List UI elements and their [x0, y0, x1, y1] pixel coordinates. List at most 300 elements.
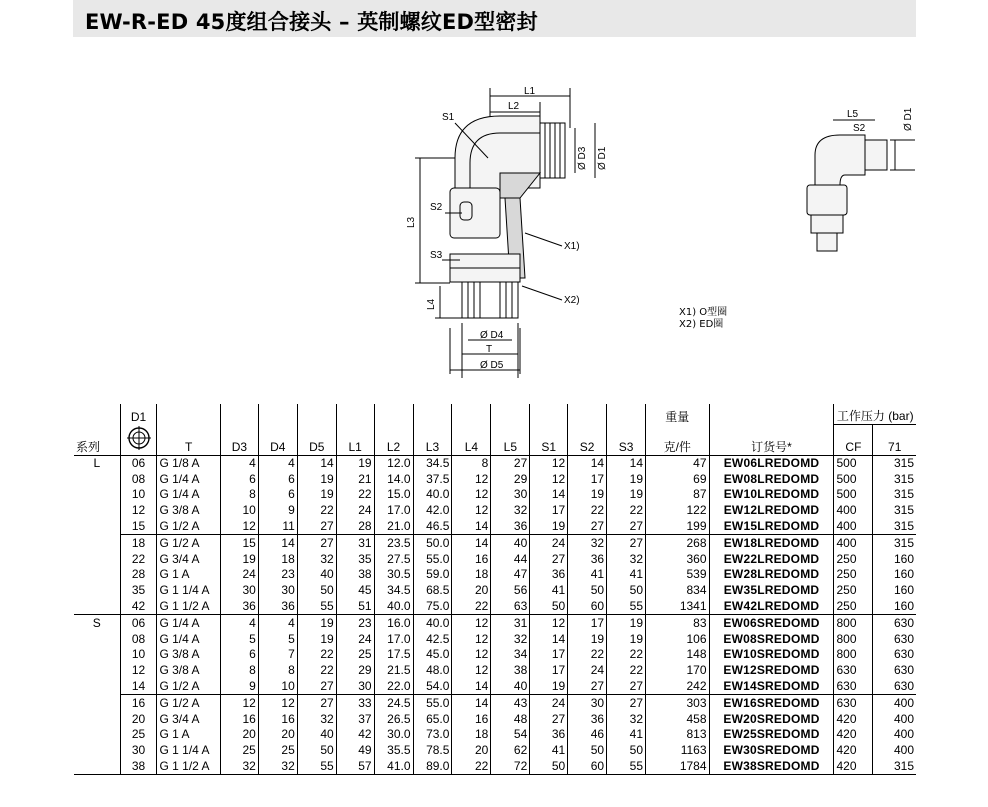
cell-order-number: EW20SREDOMD — [709, 711, 834, 727]
cell-d1: 38 — [120, 759, 157, 775]
dim-d1: Ø D1 — [597, 146, 608, 170]
cell-weight: 834 — [646, 583, 710, 599]
cell-l1: 25 — [336, 647, 374, 663]
cell-l4: 12 — [452, 615, 491, 631]
label-x1: X1) — [564, 241, 580, 252]
cell-d1: 30 — [120, 743, 157, 759]
cell-d3: 10 — [220, 503, 258, 519]
cell-d1: 22 — [120, 551, 157, 567]
cell-cf: 400 — [834, 519, 873, 535]
cell-s1: 24 — [530, 535, 568, 551]
cell-l1: 42 — [336, 727, 374, 743]
cell-t: G 1/2 A — [157, 679, 221, 695]
cell-s2: 60 — [568, 599, 607, 615]
cell-cf: 800 — [834, 631, 873, 647]
table-row — [74, 743, 916, 759]
cell-weight: 106 — [646, 631, 710, 647]
cell-l2: 41.0 — [374, 759, 413, 775]
cell-s2: 60 — [568, 759, 607, 775]
cell-d5: 27 — [297, 695, 336, 711]
cell-l3: 40.0 — [413, 615, 452, 631]
cell-l5: 34 — [491, 647, 530, 663]
cell-l4: 16 — [452, 551, 491, 567]
cell-l1: 38 — [336, 567, 374, 583]
cell-cf: 250 — [834, 583, 873, 599]
cell-l2: 21.5 — [374, 663, 413, 679]
cell-d5: 27 — [297, 519, 336, 535]
cell-l5: 54 — [491, 727, 530, 743]
cell-l5: 43 — [491, 695, 530, 711]
header-l1: L1 — [336, 425, 374, 456]
cell-t: G 1/4 A — [157, 631, 221, 647]
cell-d5: 19 — [297, 631, 336, 647]
cell-l3: 34.5 — [413, 455, 452, 471]
cell-p71: 315 — [873, 503, 916, 519]
cell-s2: 27 — [568, 679, 607, 695]
cell-d4: 9 — [258, 503, 297, 519]
cell-l4: 14 — [452, 519, 491, 535]
cell-d4: 16 — [258, 711, 297, 727]
cell-cf: 630 — [834, 663, 873, 679]
cell-s2: 32 — [568, 535, 607, 551]
cell-d5: 50 — [297, 743, 336, 759]
cell-p71: 315 — [873, 487, 916, 503]
cell-d1: 06 — [120, 455, 157, 471]
cell-s3: 55 — [607, 759, 646, 775]
dim-l5: L5 — [847, 109, 859, 120]
cell-order-number: EW14SREDOMD — [709, 679, 834, 695]
cell-cf: 250 — [834, 567, 873, 583]
cell-cf: 800 — [834, 615, 873, 631]
cell-t: G 1 A — [157, 727, 221, 743]
cell-d4: 12 — [258, 695, 297, 711]
cell-d3: 19 — [220, 551, 258, 567]
cell-d5: 50 — [297, 583, 336, 599]
cell-series — [74, 695, 120, 711]
cell-order-number: EW15LREDOMD — [709, 519, 834, 535]
cell-d1: 12 — [120, 663, 157, 679]
cell-t: G 1/2 A — [157, 519, 221, 535]
dim-s3: S3 — [430, 250, 443, 261]
cell-s2: 19 — [568, 631, 607, 647]
cell-order-number: EW22LREDOMD — [709, 551, 834, 567]
cell-d4: 5 — [258, 631, 297, 647]
cell-weight: 1341 — [646, 599, 710, 615]
cell-d1: 10 — [120, 487, 157, 503]
cell-order-number: EW25SREDOMD — [709, 727, 834, 743]
cell-weight: 170 — [646, 663, 710, 679]
cell-order-number: EW06LREDOMD — [709, 455, 834, 471]
table-row — [74, 519, 916, 535]
cell-l2: 15.0 — [374, 487, 413, 503]
cell-s3: 50 — [607, 583, 646, 599]
cell-p71: 400 — [873, 743, 916, 759]
header-weight-top: 重量 — [646, 404, 710, 425]
cell-s1: 12 — [530, 615, 568, 631]
cell-s2: 19 — [568, 487, 607, 503]
cell-s2: 27 — [568, 519, 607, 535]
cell-series — [74, 519, 120, 535]
cell-d4: 6 — [258, 471, 297, 487]
cell-cf: 400 — [834, 503, 873, 519]
cell-d3: 4 — [220, 615, 258, 631]
cell-cf: 420 — [834, 759, 873, 775]
cell-d1: 42 — [120, 599, 157, 615]
cell-d5: 55 — [297, 599, 336, 615]
cell-order-number: EW16SREDOMD — [709, 695, 834, 711]
cell-d4: 18 — [258, 551, 297, 567]
cell-p71: 160 — [873, 567, 916, 583]
cell-d5: 55 — [297, 759, 336, 775]
cell-l1: 33 — [336, 695, 374, 711]
cell-l3: 89.0 — [413, 759, 452, 775]
table-row — [74, 487, 916, 503]
cell-p71: 630 — [873, 679, 916, 695]
cell-s3: 27 — [607, 519, 646, 535]
cell-series — [74, 631, 120, 647]
cell-d4: 14 — [258, 535, 297, 551]
cell-l2: 26.5 — [374, 711, 413, 727]
cell-l4: 22 — [452, 599, 491, 615]
cell-d3: 25 — [220, 743, 258, 759]
cell-l5: 38 — [491, 663, 530, 679]
cell-l2: 21.0 — [374, 519, 413, 535]
cell-l5: 44 — [491, 551, 530, 567]
cell-weight: 242 — [646, 679, 710, 695]
cell-t: G 1/4 A — [157, 615, 221, 631]
cell-l4: 12 — [452, 631, 491, 647]
cell-p71: 630 — [873, 663, 916, 679]
table-row — [74, 567, 916, 583]
cell-p71: 315 — [873, 759, 916, 775]
cell-series — [74, 503, 120, 519]
cell-s1: 17 — [530, 663, 568, 679]
cell-d5: 19 — [297, 487, 336, 503]
cell-l4: 16 — [452, 711, 491, 727]
dim-d5: Ø D5 — [480, 360, 504, 371]
cell-weight: 122 — [646, 503, 710, 519]
pipe-od-icon — [120, 425, 157, 456]
cell-l5: 32 — [491, 503, 530, 519]
cell-l5: 31 — [491, 615, 530, 631]
table-row — [74, 583, 916, 599]
cell-s3: 14 — [607, 455, 646, 471]
cell-d3: 32 — [220, 759, 258, 775]
cell-d4: 30 — [258, 583, 297, 599]
cell-l2: 34.5 — [374, 583, 413, 599]
cell-d1: 15 — [120, 519, 157, 535]
cell-d5: 32 — [297, 551, 336, 567]
table-row — [74, 631, 916, 647]
cell-d3: 24 — [220, 567, 258, 583]
cell-s3: 22 — [607, 503, 646, 519]
cell-t: G 3/4 A — [157, 711, 221, 727]
header-l4: L4 — [452, 425, 491, 456]
header-s1: S1 — [530, 425, 568, 456]
cell-d5: 22 — [297, 663, 336, 679]
cell-t: G 3/8 A — [157, 647, 221, 663]
cell-series — [74, 663, 120, 679]
cell-l2: 17.0 — [374, 503, 413, 519]
cell-l3: 40.0 — [413, 487, 452, 503]
cell-s2: 46 — [568, 727, 607, 743]
cell-d1: 08 — [120, 631, 157, 647]
dim-l2: L2 — [508, 101, 520, 112]
dim-t: T — [486, 344, 493, 355]
cell-l4: 8 — [452, 455, 491, 471]
cell-l2: 30.0 — [374, 727, 413, 743]
dim-d4: Ø D4 — [480, 330, 504, 341]
dim-s2: S2 — [430, 202, 443, 213]
cell-d3: 20 — [220, 727, 258, 743]
dim-l3: L3 — [406, 216, 417, 228]
table-row — [74, 695, 916, 711]
cell-l4: 20 — [452, 583, 491, 599]
cell-t: G 3/8 A — [157, 663, 221, 679]
cell-weight: 83 — [646, 615, 710, 631]
cell-s2: 17 — [568, 615, 607, 631]
cell-l2: 17.5 — [374, 647, 413, 663]
cell-d4: 8 — [258, 663, 297, 679]
cell-s3: 19 — [607, 615, 646, 631]
cell-p71: 400 — [873, 695, 916, 711]
table-row — [74, 647, 916, 663]
cell-l3: 42.0 — [413, 503, 452, 519]
cell-l4: 12 — [452, 647, 491, 663]
cell-d4: 20 — [258, 727, 297, 743]
cell-p71: 400 — [873, 711, 916, 727]
cell-series — [74, 759, 120, 775]
cell-s2: 36 — [568, 551, 607, 567]
cell-cf: 630 — [834, 679, 873, 695]
cell-cf: 500 — [834, 487, 873, 503]
cell-l1: 37 — [336, 711, 374, 727]
cell-s1: 19 — [530, 679, 568, 695]
cell-d5: 22 — [297, 503, 336, 519]
header-d4: D4 — [258, 425, 297, 456]
cell-d5: 19 — [297, 615, 336, 631]
cell-s2: 30 — [568, 695, 607, 711]
cell-l4: 14 — [452, 679, 491, 695]
cell-d1: 25 — [120, 727, 157, 743]
cell-l5: 56 — [491, 583, 530, 599]
cell-l5: 40 — [491, 679, 530, 695]
cell-l3: 55.0 — [413, 551, 452, 567]
cell-l3: 37.5 — [413, 471, 452, 487]
cell-p71: 160 — [873, 599, 916, 615]
cell-series — [74, 487, 120, 503]
cell-d4: 25 — [258, 743, 297, 759]
cell-order-number: EW38SREDOMD — [709, 759, 834, 775]
cell-series: L — [93, 455, 101, 470]
cell-d3: 36 — [220, 599, 258, 615]
table-row — [74, 615, 916, 631]
cell-s3: 41 — [607, 727, 646, 743]
cell-d4: 11 — [258, 519, 297, 535]
cell-l5: 32 — [491, 631, 530, 647]
cell-weight: 148 — [646, 647, 710, 663]
cell-d5: 27 — [297, 679, 336, 695]
cell-cf: 800 — [834, 647, 873, 663]
cell-d5: 27 — [297, 535, 336, 551]
cell-s1: 36 — [530, 727, 568, 743]
cell-l1: 51 — [336, 599, 374, 615]
cell-l3: 50.0 — [413, 535, 452, 551]
cell-l3: 59.0 — [413, 567, 452, 583]
dim-s2-outline: S2 — [853, 123, 866, 134]
header-s2: S2 — [568, 425, 607, 456]
cell-t: G 1 1/4 A — [157, 743, 221, 759]
dim-l4: L4 — [426, 298, 437, 310]
header-cf: CF — [834, 425, 873, 456]
cell-cf: 500 — [834, 455, 873, 471]
cell-s2: 22 — [568, 503, 607, 519]
dim-d1-outline: Ø D1 — [903, 107, 914, 131]
cell-order-number: EW18LREDOMD — [709, 535, 834, 551]
cell-d4: 23 — [258, 567, 297, 583]
cell-series — [74, 727, 120, 743]
cell-cf: 250 — [834, 599, 873, 615]
cell-l1: 21 — [336, 471, 374, 487]
cell-weight: 360 — [646, 551, 710, 567]
cell-l2: 22.0 — [374, 679, 413, 695]
cell-d4: 4 — [258, 615, 297, 631]
cell-l5: 72 — [491, 759, 530, 775]
cell-l1: 29 — [336, 663, 374, 679]
header-d3: D3 — [220, 425, 258, 456]
table-row — [74, 759, 916, 775]
cell-d3: 9 — [220, 679, 258, 695]
cell-s1: 24 — [530, 695, 568, 711]
cell-s3: 27 — [607, 535, 646, 551]
cell-l2: 30.5 — [374, 567, 413, 583]
cell-p71: 630 — [873, 615, 916, 631]
table-row — [74, 471, 916, 487]
cell-s1: 12 — [530, 455, 568, 471]
cell-s1: 14 — [530, 631, 568, 647]
cell-p71: 160 — [873, 583, 916, 599]
cell-d1: 12 — [120, 503, 157, 519]
cell-order-number: EW42LREDOMD — [709, 599, 834, 615]
fitting-section-drawing — [400, 78, 632, 378]
cell-t: G 1 A — [157, 567, 221, 583]
cell-d1: 10 — [120, 647, 157, 663]
cell-l2: 40.0 — [374, 599, 413, 615]
cell-s2: 50 — [568, 743, 607, 759]
cell-d1: 28 — [120, 567, 157, 583]
cell-d5: 14 — [297, 455, 336, 471]
cell-l1: 19 — [336, 455, 374, 471]
cell-l5: 40 — [491, 535, 530, 551]
cell-p71: 400 — [873, 727, 916, 743]
cell-l5: 30 — [491, 487, 530, 503]
cell-t: G 1/4 A — [157, 487, 221, 503]
header-l3: L3 — [413, 425, 452, 456]
cell-t: G 1 1/2 A — [157, 759, 221, 775]
cell-d3: 5 — [220, 631, 258, 647]
dim-d3: Ø D3 — [577, 146, 588, 170]
cell-l4: 12 — [452, 471, 491, 487]
cell-s3: 55 — [607, 599, 646, 615]
cell-l1: 22 — [336, 487, 374, 503]
cell-l1: 35 — [336, 551, 374, 567]
table-row — [74, 727, 916, 743]
cell-d1: 16 — [120, 695, 157, 711]
cell-d3: 12 — [220, 695, 258, 711]
table-row — [74, 711, 916, 727]
title-bar — [73, 0, 916, 37]
cell-d4: 36 — [258, 599, 297, 615]
cell-l2: 35.5 — [374, 743, 413, 759]
cell-s2: 41 — [568, 567, 607, 583]
cell-order-number: EW12LREDOMD — [709, 503, 834, 519]
cell-d3: 12 — [220, 519, 258, 535]
cell-series — [74, 599, 120, 615]
cell-l3: 78.5 — [413, 743, 452, 759]
cell-s3: 19 — [607, 487, 646, 503]
cell-s2: 50 — [568, 583, 607, 599]
cell-l4: 14 — [452, 535, 491, 551]
header-series: 系列 — [74, 425, 120, 456]
cell-series — [74, 471, 120, 487]
cell-s3: 19 — [607, 631, 646, 647]
cell-s1: 36 — [530, 567, 568, 583]
cell-p71: 315 — [873, 471, 916, 487]
cell-order-number: EW10SREDOMD — [709, 647, 834, 663]
cell-d3: 8 — [220, 487, 258, 503]
cell-d5: 32 — [297, 711, 336, 727]
cell-l4: 14 — [452, 695, 491, 711]
cell-order-number: EW08SREDOMD — [709, 631, 834, 647]
header-order: 订货号* — [709, 425, 834, 456]
drawing-notes — [679, 307, 727, 331]
cell-l2: 23.5 — [374, 535, 413, 551]
cell-weight: 199 — [646, 519, 710, 535]
table-row — [74, 535, 916, 551]
cell-series — [74, 551, 120, 567]
cell-d3: 6 — [220, 647, 258, 663]
cell-l2: 16.0 — [374, 615, 413, 631]
cell-order-number: EW08LREDOMD — [709, 471, 834, 487]
cell-l4: 20 — [452, 743, 491, 759]
header-t: T — [157, 425, 221, 456]
cell-s3: 22 — [607, 663, 646, 679]
cell-d3: 16 — [220, 711, 258, 727]
cell-d1: 18 — [120, 535, 157, 551]
cell-d1: 08 — [120, 471, 157, 487]
cell-s1: 19 — [530, 519, 568, 535]
cell-order-number: EW28LREDOMD — [709, 567, 834, 583]
cell-s1: 50 — [530, 759, 568, 775]
cell-d5: 22 — [297, 647, 336, 663]
cell-l1: 23 — [336, 615, 374, 631]
cell-l3: 55.0 — [413, 695, 452, 711]
cell-series — [74, 567, 120, 583]
cell-weight: 458 — [646, 711, 710, 727]
note-x2: X2) ED圈 — [679, 319, 724, 330]
cell-d1: 14 — [120, 679, 157, 695]
cell-d1: 35 — [120, 583, 157, 599]
cell-l4: 12 — [452, 487, 491, 503]
cell-l3: 73.0 — [413, 727, 452, 743]
cell-p71: 315 — [873, 455, 916, 471]
cell-l5: 62 — [491, 743, 530, 759]
cell-weight: 539 — [646, 567, 710, 583]
cell-series — [74, 583, 120, 599]
cell-d4: 4 — [258, 455, 297, 471]
header-pressure: 工作压力 (bar) — [834, 404, 916, 425]
cell-t: G 3/4 A — [157, 551, 221, 567]
